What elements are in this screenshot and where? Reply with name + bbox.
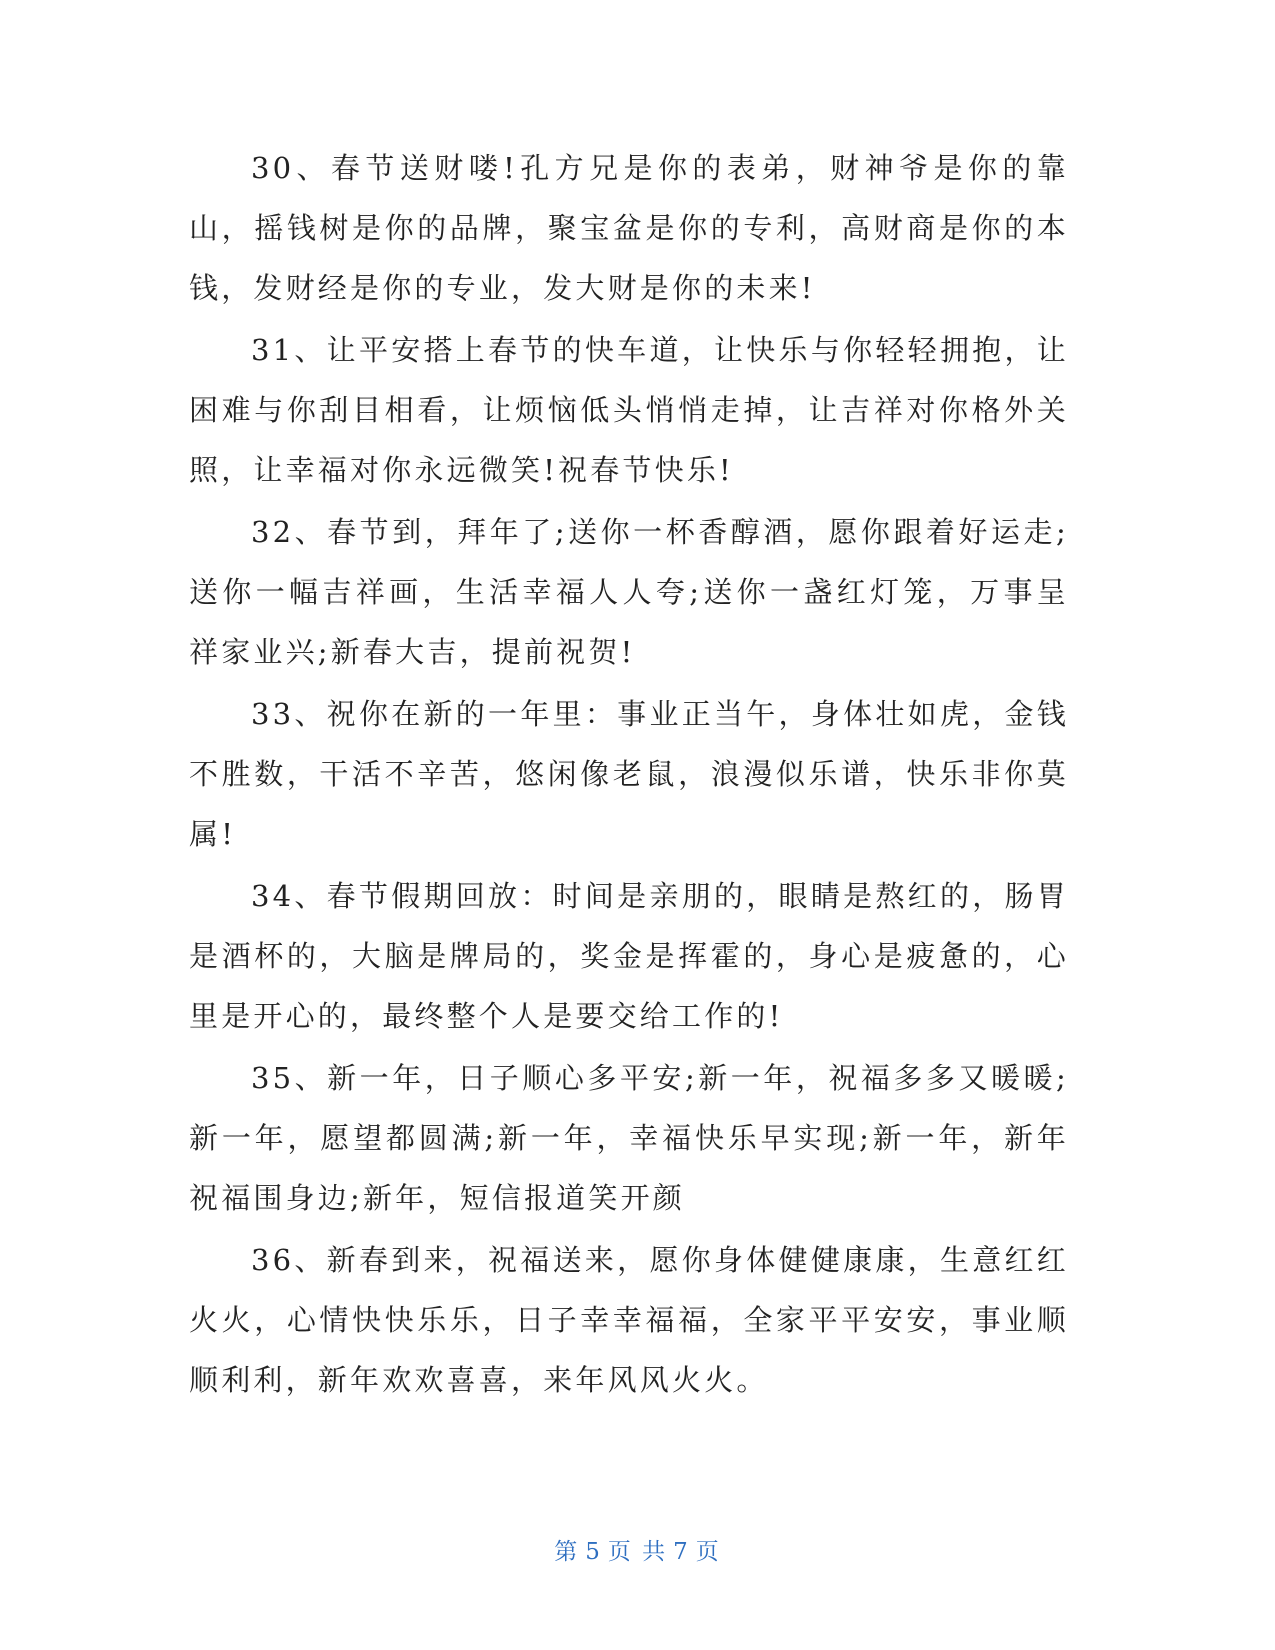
paragraph-36: 36、新春到来，祝福送来，愿你身体健健康康，生意红红火火，心情快快乐乐，日子幸幸福福，全家平平安安，事业顺顺利利，新年欢欢喜喜，来年风风火火。: [189, 1243, 1069, 1397]
paragraph-30: 30、春节送财喽!孔方兄是你的表弟，财神爷是你的靠山，摇钱树是你的品牌，聚宝盆是你的专利，高财商是你的本钱，发财经是你的专业，发大财是你的未来!: [189, 151, 1069, 305]
footer-prefix: 第: [554, 1539, 580, 1565]
paragraph-35: 35、新一年，日子顺心多平安;新一年，祝福多多又暖暖;新一年，愿望都圆满;新一年，幸福快乐早实现;新一年，新年祝福围身边;新年，短信报道笑开颜: [189, 1061, 1069, 1215]
paragraph-34: 34、春节假期回放：时间是亲朋的，眼睛是熬红的，肠胃是酒杯的，大脑是牌局的，奖金是挥霍的，身心是疲惫的，心里是开心的，最终整个人是要交给工作的!: [189, 879, 1069, 1033]
footer-total-pages: 7: [673, 1539, 690, 1565]
paragraph-31: 31、让平安搭上春节的快车道，让快乐与你轻轻拥抱，让困难与你刮目相看，让烦恼低头悄悄走掉，让吉祥对你格外关照，让幸福对你永远微笑!祝春节快乐!: [189, 333, 1069, 487]
footer-current-page: 5: [585, 1539, 602, 1565]
paragraph-32: 32、春节到，拜年了;送你一杯香醇酒，愿你跟着好运走;送你一幅吉祥画，生活幸福人人夸;送你一盏红灯笼，万事呈祥家业兴;新春大吉，提前祝贺!: [189, 515, 1069, 669]
page-footer: [0, 1533, 1275, 1566]
footer-middle: 页 共: [607, 1539, 668, 1565]
document-body: [189, 138, 1069, 1412]
paragraph-33: 33、祝你在新的一年里：事业正当午，身体壮如虎，金钱不胜数，干活不辛苦，悠闲像老鼠，浪漫似乐谱，快乐非你莫属!: [189, 697, 1069, 851]
footer-suffix: 页: [695, 1539, 721, 1565]
